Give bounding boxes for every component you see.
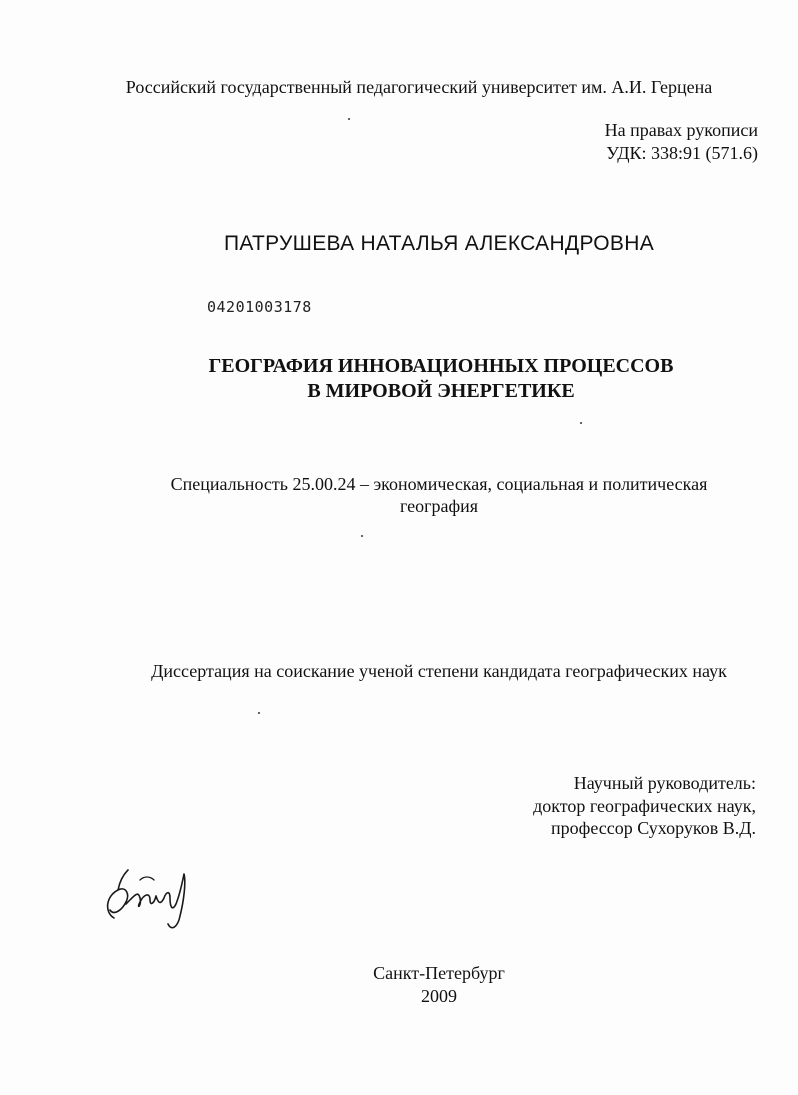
thesis-title-line-1: ГЕОГРАФИЯ ИННОВАЦИОННЫХ ПРОЦЕССОВ [208, 355, 674, 377]
manuscript-rights: На правах рукописи [604, 120, 758, 140]
author-name: ПАТРУШЕВА НАТАЛЬЯ АЛЕКСАНДРОВНА [223, 232, 655, 255]
supervisor-degree: доктор географических наук, [533, 796, 756, 816]
supervisor-name: профессор Сухоруков В.Д. [551, 818, 756, 838]
speciality-line-1: Специальность 25.00.24 – экономическая, социальная и политическая [170, 474, 708, 494]
year: 2009 [421, 986, 457, 1006]
scan-speck [258, 712, 260, 714]
thesis-title-line-2: В МИРОВОЙ ЭНЕРГЕТИКЕ [307, 380, 575, 402]
handwritten-signature-icon [96, 860, 206, 940]
speciality-line-2: география [399, 496, 479, 516]
udk-code: УДК: 338:91 (571.6) [606, 143, 758, 163]
scan-speck [361, 535, 363, 537]
city: Санкт-Петербург [373, 963, 505, 983]
stamp-number: 04201003178 [207, 298, 312, 316]
thesis-type: Диссертация на соискание ученой степени кандидата географических наук [151, 661, 727, 681]
scan-speck [580, 422, 582, 424]
scan-speck [348, 118, 350, 120]
university-name: Российский государственный педагогический университет им. А.И. Герцена [125, 77, 713, 97]
supervisor-heading: Научный руководитель: [573, 773, 756, 793]
